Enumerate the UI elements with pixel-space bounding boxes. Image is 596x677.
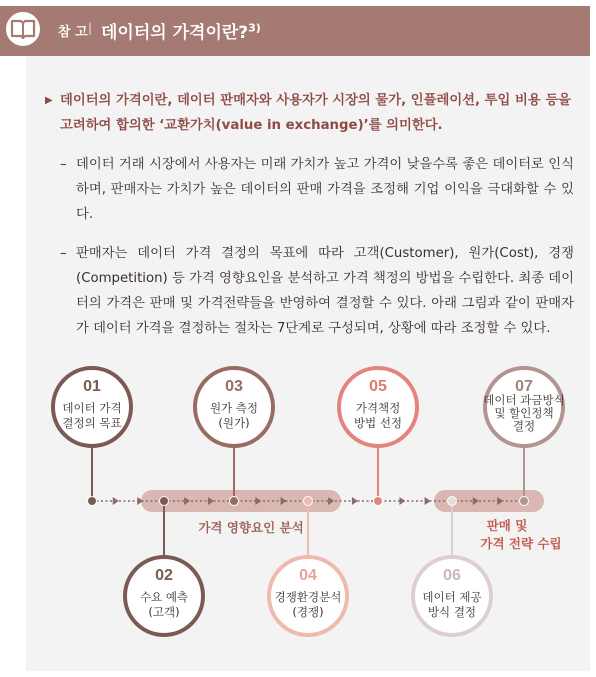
step-number: 06 (443, 567, 461, 584)
step-number: 02 (155, 567, 173, 584)
step-number: 07 (515, 378, 533, 395)
arrow-head-icon (399, 497, 405, 505)
dash-bullet-icon: – (60, 157, 67, 172)
timeline-dot (304, 497, 313, 506)
book-badge (3, 9, 43, 49)
header-prefix: 참 고 (58, 25, 88, 40)
step-label: 경쟁환경분석 (274, 590, 342, 604)
bullet-text: 데이터 거래 시장에서 사용자는 미래 가치가 높고 가격이 낮을수록 좋은 데이터로 인식하며, 판매자는 가치가 높은 데이터의 판매 가격을 조정해 기업 이익을 극대화할 수 있다. (76, 157, 574, 222)
bullet-item (60, 152, 574, 227)
timeline-dot (448, 497, 457, 506)
arrow-head-icon (352, 497, 358, 505)
group-label-analysis: 가격 영향요인 분석 (198, 520, 304, 535)
page-title (101, 18, 261, 43)
step-label: 데이터 제공 (422, 590, 482, 604)
step-number: 03 (225, 378, 243, 395)
step-label: 데이터 가격 (62, 401, 122, 415)
intro-text: 데이터의 가격이란, 데이터 판매자와 사용자가 시장의 물가, 인플레이션, 투입 비용 등을 고려하여 합의한 ‘교환가치(value in exchange)’를 의미한다. (60, 93, 572, 133)
step-label: 원가 측정 (209, 401, 259, 415)
group-label-strategy-2: 가격 전략 수립 (480, 536, 562, 551)
step-label: 가격책정 (355, 401, 401, 415)
step-label: (원가) (218, 416, 250, 430)
step-number: 05 (369, 378, 387, 395)
step-label: 및 할인정책 (494, 406, 554, 420)
step-label: 결정의 목표 (62, 416, 122, 430)
step-label: 방식 결정 (427, 605, 477, 619)
bullet-item (60, 241, 574, 341)
open-book-icon (10, 18, 36, 40)
step-label: (경쟁) (292, 605, 324, 619)
timeline-dot (520, 497, 529, 506)
pricing-process-diagram (26, 360, 566, 660)
timeline-dot (160, 497, 169, 506)
step-number: 04 (299, 567, 317, 584)
dash-bullet-icon: – (60, 246, 67, 261)
timeline-dot (374, 497, 383, 506)
step-number: 01 (83, 378, 101, 395)
step-label: 결정 (512, 419, 536, 433)
step-label: 데이터 과금방식 (483, 393, 565, 407)
bullet-text: 판매자는 데이터 가격 결정의 목표에 따라 고객(Customer), 원가(Cost), 경쟁(Competition) 등 가격 영향요인을 분석하고 가격 책정의 방법을 수립한다. 최종 데이터의 가격은 판매 및 가격전략들을 반영하여 결정할 수 있다. 아래 그림과 같이 판매자가 데이터 가격을 결정하는 절차는 7단계로 구성되며, 상황에 따라 조정할 수 있다. (76, 246, 574, 336)
step-label: 방법 선정 (353, 416, 403, 430)
timeline-dot (230, 497, 239, 506)
group-label-strategy-1: 판매 및 (486, 518, 528, 533)
footnote-marker: 3) (248, 21, 261, 35)
page-title-text: 데이터의 가격이란? (101, 23, 249, 43)
step-label: (고객) (148, 605, 180, 619)
header-separator: | (88, 21, 93, 35)
arrow-head-icon (113, 497, 119, 505)
step-label: 수요 예측 (139, 590, 189, 604)
arrow-head-icon (425, 497, 431, 505)
timeline-dot (88, 497, 97, 506)
intro-paragraph (45, 88, 580, 138)
triangle-bullet-icon: ▶ (45, 95, 53, 106)
